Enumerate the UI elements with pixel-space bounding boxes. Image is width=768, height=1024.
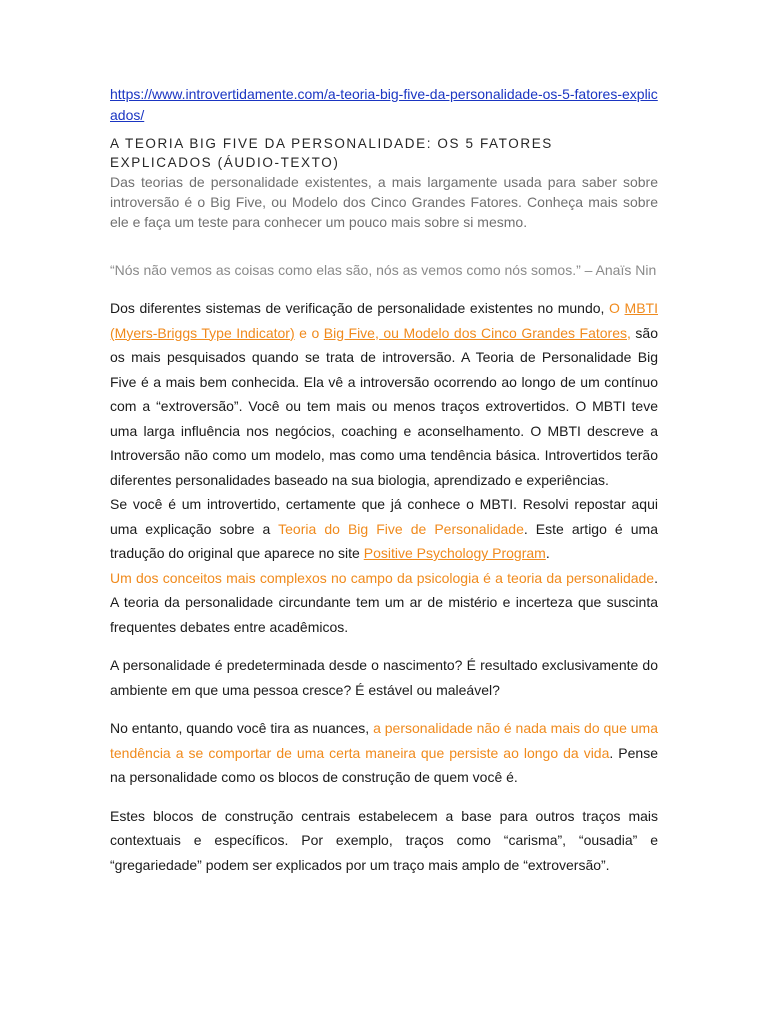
paragraph-5-text-b: . Pense na personalidade como os blocos de construção de quem você é.	[110, 744, 658, 785]
paragraph-1-highlight-b: e o	[294, 324, 324, 341]
paragraph-3-highlight: Um dos conceitos mais complexos no campo da psicologia é a teoria da personalidade	[110, 569, 655, 586]
paragraph-1-highlight-a: O	[609, 300, 625, 316]
paragraph-2	[110, 492, 658, 566]
source-link[interactable]: https://www.introvertidamente.com/a-teoria-big-five-da-personalidade-os-5-fatores-explicados/	[110, 86, 658, 123]
positive-psychology-link[interactable]: Positive Psychology Program	[363, 545, 546, 561]
paragraph-5-text-a: No entanto, quando você tira as nuances,	[110, 720, 374, 736]
paragraph-6: Estes blocos de construção centrais estabelecem a base para outros traços mais contextuais e específicos. Por exemplo, traços como “carisma”, “ousadia” e “gregariedade” podem ser explicados por um traço mais amplo de “extroversão”.	[110, 807, 658, 873]
paragraph-4: A personalidade é predeterminada desde o nascimento? É resultado exclusivamente do ambiente em que uma pessoa cresce? É estável ou maleável?	[110, 657, 658, 698]
epigraph-quote: “Nós não vemos as coisas como elas são, nós as vemos como nós somos.” – Anaïs Nin	[110, 262, 657, 278]
paragraph-2-highlight: Teoria do Big Five de Personalidade	[278, 520, 524, 537]
paragraph-2-text-c: .	[545, 545, 550, 561]
paragraph-5-highlight: a personalidade não é nada mais do que uma tendência a se comportar de uma certa maneira que persiste ao longo da vida	[110, 720, 658, 761]
paragraph-1	[110, 296, 658, 492]
paragraph-2-text-a: Se você é um introvertido, certamente que já conhece o MBTI. Resolvi repostar aqui uma explicação sobre a	[110, 496, 658, 537]
article-title: A TEORIA BIG FIVE DA PERSONALIDADE: OS 5 FATORES EXPLICADOS (ÁUDIO-TEXTO)	[110, 136, 553, 170]
paragraph-1-text-a: Dos diferentes sistemas de verificação de personalidade existentes no mundo,	[110, 300, 610, 316]
paragraph-3-text: . A teoria da personalidade circundante tem um ar de mistério e incerteza que suscinta frequentes debates entre acadêmicos.	[110, 569, 658, 635]
article-intro: Das teorias de personalidade existentes, a mais largamente usada para saber sobre introversão é o Big Five, ou Modelo dos Cinco Grandes Fatores. Conheça mais sobre ele e faça um teste para conhecer um pouco mais sobre si mesmo.	[110, 174, 658, 230]
big-five-link[interactable]: Big Five, ou Modelo dos Cinco Grandes Fatores,	[323, 324, 631, 341]
paragraph-5	[110, 716, 658, 790]
paragraph-3	[110, 566, 658, 640]
paragraph-1-text-b: são os mais pesquisados quando se trata de introversão. A Teoria de Personalidade Big Five é a mais bem conhecida. Ela vê a introversão ocorrendo ao longo de um contínuo com a “extroversão”. Você ou tem mais ou menos traços extrovertidos. O MBTI teve uma larga influência nos negócios, coaching e aconselhamento. O MBTI descreve a Introversão não como um modelo, mas como uma tendência básica. Introvertidos terão diferentes personalidades baseado na sua biologia, aprendizado e experiências.	[110, 324, 659, 488]
paragraph-2-text-b: . Este artigo é uma tradução do original que aparece no site	[110, 520, 658, 561]
mbti-link[interactable]: MBTI (Myers-Briggs Type Indicator)	[110, 300, 658, 341]
